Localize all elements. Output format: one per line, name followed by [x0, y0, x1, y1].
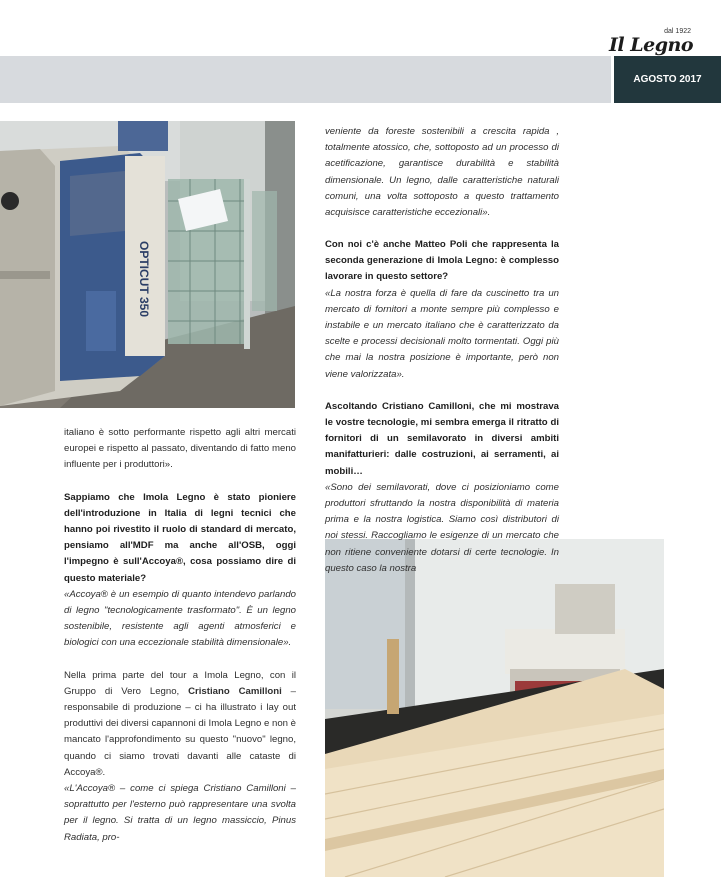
intro-continued-paragraph: italiano è sotto performante rispetto agli altri mercati europei e rispetto al passato, diventando di fatto meno influente per i produttori». — [64, 427, 296, 471]
question-suppliers: Ascoltando Cristiano Camilloni, che mi mostrava le vostre tecnologie, mi sembra emerga il ritratto di fornitori di un semilavorato in diversi ambiti manifatturieri: dalle costruzioni, ai serramenti, ai mobili… — [325, 400, 559, 477]
narrative-text-before: Nella prima parte del tour a Imola Legno, con il Gruppo di Vero Legno, — [64, 669, 296, 697]
article-right-column — [325, 124, 559, 237]
answer-sector: «La nostra forza è quella di fare da cuscinetto tra un mercato di fornitori a monte sempre più complesso e instabile e un mercato italiano che è caratterizzato da scelte e processi decisionali molto tormentati. Oggi più che mai la nostra posizione è importante, però non viene valorizzata». — [325, 287, 559, 380]
header-band — [0, 56, 611, 103]
answer-accoya: «Accoya® è un esempio di quanto intendevo parlando di legno "tecnologicamente trasformato". È un legno sostenibile, resistente agli agenti atmosferici e biologici con una eccezionale stabilità dimensionale». — [64, 588, 296, 649]
logo-title: Il Legno — [609, 34, 693, 56]
machine-photo — [0, 121, 295, 408]
machine-label-text: OPTICUT 350 — [137, 241, 151, 318]
article-right-column-interview — [325, 237, 559, 577]
machine-photo-illustration — [0, 121, 295, 408]
narrative-person-name: Cristiano Camilloni — [188, 685, 282, 697]
answer-suppliers: «Sono dei semilavorati, dove ci posizioniamo come produttori sfruttando la nostra disponibilità di materia prima e la nostra logistica. Siamo così distributori di noi stessi. Raccogliamo le esigenze di un mercato che non ritiene conveniente dotarsi di certe tecnologie. In questo caso la nostra — [325, 481, 559, 574]
question-accoya: Sappiamo che Imola Legno è stato pioniere dell'introduzione in Italia di legni tecnici che hanno poi rivestito il ruolo di standard di mercato, pensiamo all'MDF ma anche all'OSB, oggi l'impegno è sull'Accoya®, cosa possiamo dire di questo materiale? — [64, 491, 296, 584]
question-sector: Con noi c'è anche Matteo Poli che rappresenta la seconda generazione di Imola Legno: è complesso lavorare in questo settore? — [325, 239, 559, 283]
narrative-paragraph — [64, 668, 296, 781]
quote-accoya-start: «L'Accoya® – come ci spiega Cristiano Camilloni – soprattutto per l'esterno può rappresentare una svolta per il legno. Si tratta di un legno massiccio, Pinus Radiata, pro- — [64, 783, 296, 843]
logo-since-label: dal 1922 — [664, 28, 691, 35]
magazine-logo — [609, 30, 693, 56]
wood-planks-photo — [325, 539, 664, 877]
wood-planks-illustration — [325, 539, 664, 877]
article-left-column — [64, 425, 296, 846]
quote-accoya-continued: veniente da foreste sostenibili a crescita rapida , totalmente atossico, che, sottoposto ad un processo di acetificazione, garantisce durabilità e stabilità dimensionale. Un legno, dalle caratteristiche naturali comuni, una volta sottoposto a questo trattamento acquisisce caratteristiche eccezionali». — [325, 126, 559, 219]
narrative-text-after: – responsabile di produzione – ci ha illustrato i lay out produttivi dei diversi capannoni di Imola Legno e non è mancato l'approfondimento su questo "nuovo" legno, quando ci siamo trovati davanti alle cataste di Accoya®. — [64, 685, 297, 778]
issue-date-badge: AGOSTO 2017 — [614, 56, 721, 103]
